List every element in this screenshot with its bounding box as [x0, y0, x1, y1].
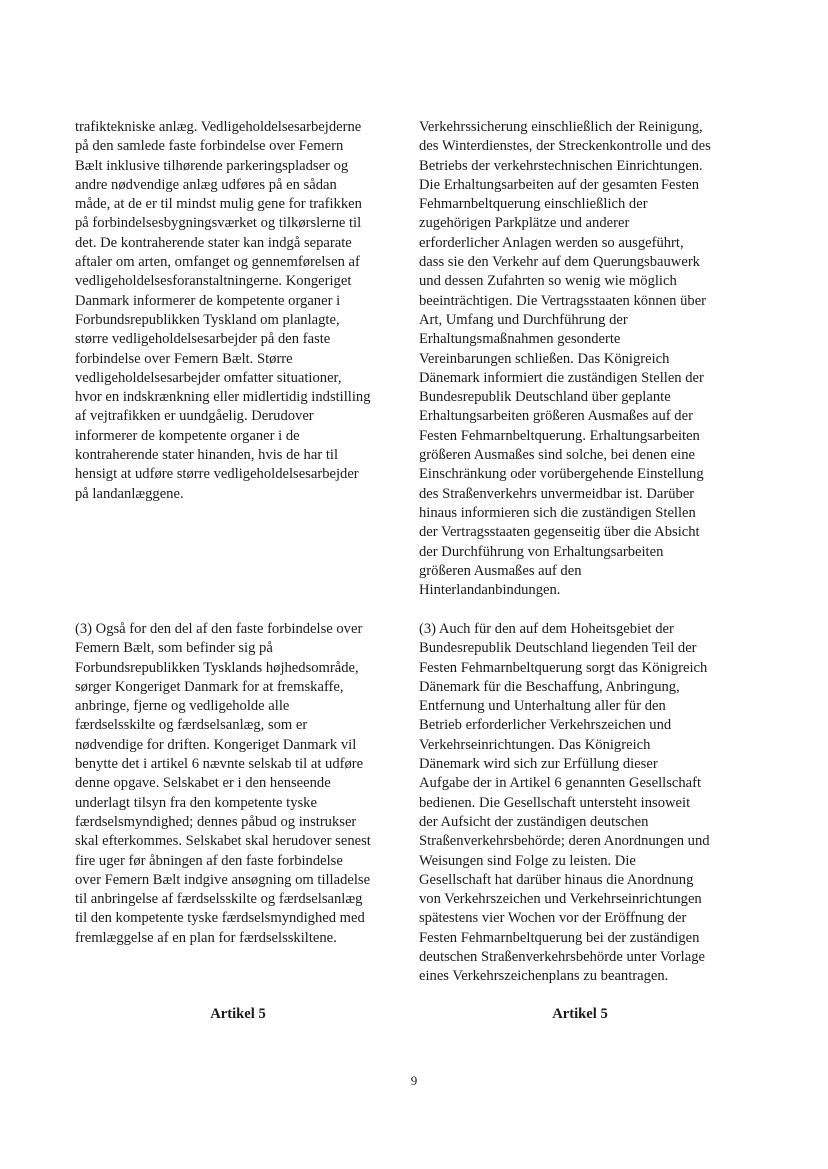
text-line: Forbundsrepublikken Tyskland om planlagte, — [75, 311, 340, 328]
text-line: Danmark informerer de kompetente organer i — [75, 292, 341, 309]
page-number: 9 — [410, 1073, 418, 1088]
text-line: anbringe, fjerne og vedligeholde alle — [75, 698, 290, 715]
text-line: der Aufsicht der zuständigen deutschen — [419, 813, 649, 830]
text-line: Art, Umfang und Durchführung der — [419, 311, 628, 328]
text-line: erforderlicher Anlagen werden so ausgeführt, — [419, 234, 684, 251]
text-line: Bundesrepublik Deutschland liegenden Teil der — [419, 640, 697, 657]
text-line: til anbringelse af færdselsskilte og færdselsanlæg — [75, 891, 363, 908]
text-line: fire uger før åbningen af den faste forbindelse — [75, 852, 343, 869]
text-line: (3) Også for den del af den faste forbindelse over — [75, 621, 363, 637]
text-line: fremlæggelse af en plan for færdselsskiltene. — [75, 929, 337, 946]
text-line: Entfernung und Unterhaltung aller für den — [419, 698, 666, 715]
text-line: informerer de kompetente organer i de — [75, 427, 300, 444]
text-line: større vedligeholdelsesarbejder på den faste — [75, 331, 331, 348]
text-line: Vereinbarungen schließen. Das Königreich — [419, 350, 670, 367]
text-line: hvor en indskrænkning eller midlertidig indstilling — [75, 389, 371, 406]
text-line: Weisungen sind Folge zu leisten. Die — [419, 852, 636, 869]
text-line: Hinterlandanbindungen. — [419, 582, 561, 599]
text-line: hinaus informieren sich die zuständigen Stellen — [419, 504, 696, 521]
text-line: Gesellschaft hat darüber hinaus die Anordnung — [419, 871, 694, 888]
text-line: forbindelse over Femern Bælt. Større — [75, 350, 293, 367]
text-line: Bælt inklusive tilhørende parkeringspladser og — [75, 157, 349, 174]
text-line: der Durchführung von Erhaltungsarbeiten — [419, 543, 664, 560]
text-line: benytte det i artikel 6 nævnte selskab til at udføre — [75, 756, 364, 773]
text-line: Einschränkung oder vorübergehende Einstellung — [419, 466, 704, 483]
text-line: des Winterdienstes, der Streckenkontrolle und des — [419, 138, 711, 155]
text-line: Erhaltungsarbeiten größeren Ausmaßes auf der — [419, 408, 693, 425]
text-line: Dänemark wird sich zur Erfüllung dieser — [419, 756, 658, 773]
danish-paragraph-3-traffic-signs — [75, 620, 405, 948]
text-line: Dänemark für die Beschaffung, Anbringung, — [419, 678, 680, 695]
danish-article-heading: Artikel 5 — [210, 1006, 266, 1022]
text-line: vedligeholdelsesarbejder omfatter situationer, — [75, 369, 342, 386]
german-article-heading: Artikel 5 — [552, 1006, 608, 1022]
text-line: Erhaltungsmaßnahmen gesonderte — [419, 331, 621, 348]
text-line: spätestens vier Wochen vor der Eröffnung der — [419, 910, 687, 927]
text-line: på landanlæggene. — [75, 485, 184, 502]
text-line: færdselsskilte og færdselsanlæg, som er — [75, 717, 308, 734]
german-paragraph-maintenance — [419, 118, 749, 600]
danish-paragraph-maintenance — [75, 118, 405, 504]
text-line: Festen Fehmarnbeltquerung sorgt das Königreich — [419, 659, 708, 676]
text-line: underlagt tilsyn fra den kompetente tyske — [75, 794, 317, 811]
text-line: vedligeholdelsesforanstaltningerne. Kongeriget — [75, 273, 352, 290]
text-line: på forbindelsesbygningsværket og tilkørslerne til — [75, 215, 362, 232]
text-line: Bundesrepublik Deutschland über geplante — [419, 389, 671, 406]
text-line: der Vertragsstaaten gegenseitig über die Absicht — [419, 524, 700, 541]
text-line: beeinträchtigen. Die Vertragsstaaten können über — [419, 292, 707, 309]
text-line: på den samlede faste forbindelse over Femern — [75, 138, 344, 155]
text-line: sørger Kongeriget Danmark for at fremskaffe, — [75, 678, 344, 695]
text-line: und dessen Zufahrten so wenig wie möglich — [419, 273, 677, 290]
text-line: andre nødvendige anlæg udføres på en sådan — [75, 176, 337, 193]
text-line: Femern Bælt, som befinder sig på — [75, 640, 273, 657]
text-line: Aufgabe der in Artikel 6 genannten Gesellschaft — [419, 775, 702, 792]
text-line: Betriebs der verkehrstechnischen Einrichtungen. — [419, 157, 703, 174]
text-line: des Straßenverkehrs unvermeidbar ist. Darüber — [419, 485, 695, 502]
text-line: Verkehrseinrichtungen. Das Königreich — [419, 736, 651, 753]
text-line: Verkehrssicherung einschließlich der Reinigung, — [419, 119, 703, 135]
text-line: måde, at de er til mindst mulig gene for trafikken — [75, 196, 362, 213]
text-line: Fehmarnbeltquerung einschließlich der — [419, 196, 648, 213]
text-line: til den kompetente tyske færdselsmyndighed med — [75, 910, 365, 927]
text-line: Straßenverkehrsbehörde; deren Anordnungen und — [419, 833, 710, 850]
text-line: (3) Auch für den auf dem Hoheitsgebiet der — [419, 621, 674, 637]
text-line: aftaler om arten, omfanget og gennemførelsen af — [75, 254, 360, 271]
text-line: Die Erhaltungsarbeiten auf der gesamten Festen — [419, 176, 700, 193]
german-paragraph-3-traffic-signs — [419, 620, 749, 987]
text-line: det. De kontraherende stater kan indgå separate — [75, 234, 352, 251]
text-line: af vejtrafikken er uundgåelig. Derudover — [75, 408, 314, 425]
text-line: von Verkehrszeichen und Verkehrseinrichtungen — [419, 891, 702, 908]
text-line: zugehörigen Parkplätze und anderer — [419, 215, 630, 232]
text-line: nødvendige for driften. Kongeriget Danmark vil — [75, 736, 357, 753]
text-line: Forbundsrepublikken Tysklands højhedsområde, — [75, 659, 359, 676]
text-line: færdselsmyndighed; dennes påbud og instrukser — [75, 813, 357, 830]
text-line: bedienen. Die Gesellschaft untersteht insoweit — [419, 794, 691, 811]
text-line: deutschen Straßenverkehrsbehörde unter Vorlage — [419, 949, 705, 966]
text-line: dass sie den Verkehr auf dem Querungsbauwerk — [419, 254, 700, 271]
text-line: denne opgave. Selskabet er i den henseende — [75, 775, 331, 792]
text-line: Betrieb erforderlicher Verkehrszeichen und — [419, 717, 672, 734]
text-line: Festen Fehmarnbeltquerung bei der zuständigen — [419, 929, 700, 946]
text-line: eines Verkehrszeichenplans zu beantragen. — [419, 968, 669, 985]
text-line: größeren Ausmaßes auf den — [419, 562, 582, 579]
text-line: hensigt at udføre større vedligeholdelsesarbejder — [75, 466, 359, 483]
text-line: Festen Fehmarnbeltquerung. Erhaltungsarbeiten — [419, 427, 700, 444]
text-line: over Femern Bælt indgive ansøgning om tilladelse — [75, 871, 371, 888]
text-line: kontraherende stater hinanden, hvis de har til — [75, 447, 339, 464]
text-line: größeren Ausmaßes sind solche, bei denen eine — [419, 447, 695, 464]
text-line: Dänemark informiert die zuständigen Stellen der — [419, 369, 704, 386]
text-line: skal efterkommes. Selskabet skal herudover senest — [75, 833, 371, 850]
text-line: trafiktekniske anlæg. Vedligeholdelsesarbejderne — [75, 119, 362, 135]
